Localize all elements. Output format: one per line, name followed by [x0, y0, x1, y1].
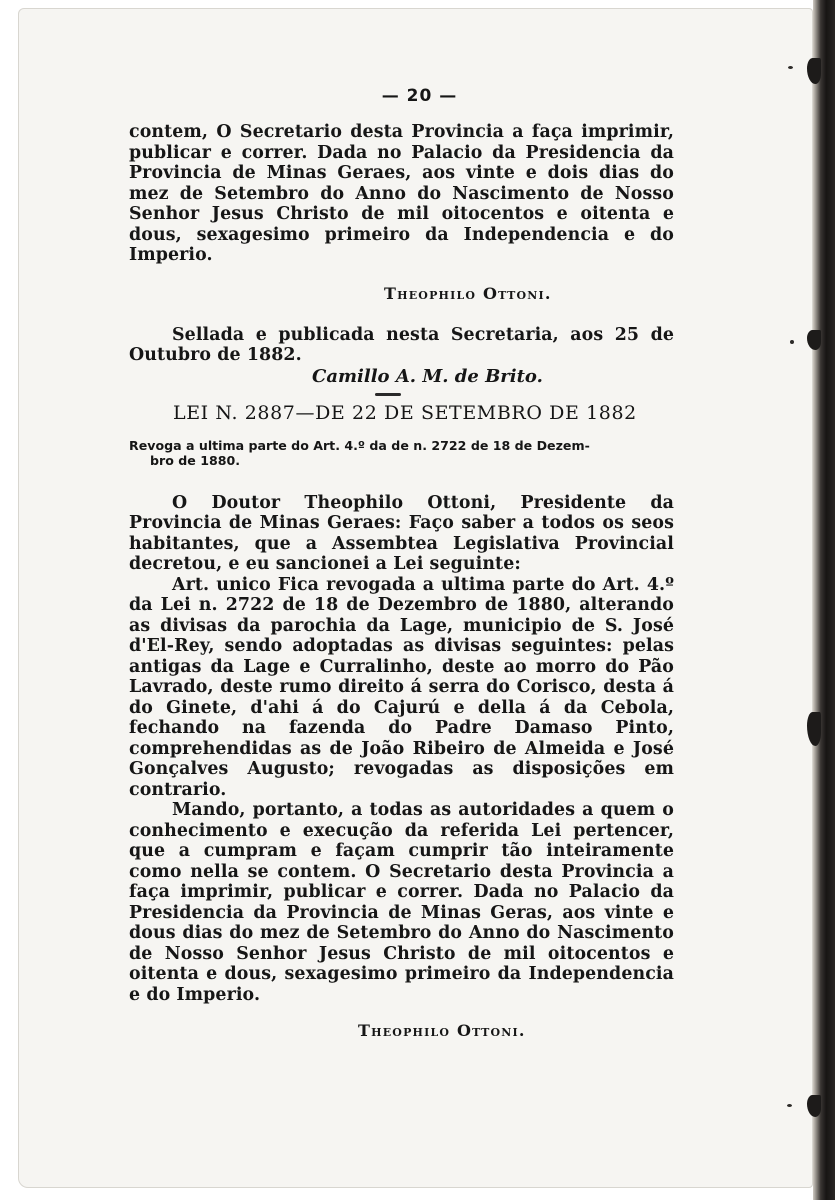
article-paragraph: Art. unico Fica revogada a ultima parte do Art. 4.º da Lei n. 2722 de 18 de Dezembro de 1880, alterando as divisas da parochia da Lage, municipio de S. José d'El-Rey, sendo adoptadas as divisas seguintes: pelas antigas da Lage e Curralinho, deste ao morro do Pão Lavrado, deste rumo direito á serra do Corisco, desta á do Ginete, d'ahi á do Cajurú e della á da Cebola, fechando na fazenda do Padre Damaso Pinto, comprehendidas as de João Ribeiro de Almeida e José Gonçalves Augusto; revogadas as disposições em contrario. — [129, 574, 674, 800]
sealed-published-paragraph: Sellada e publicada nesta Secretaria, aos 25 de Outubro de 1882. — [129, 324, 674, 365]
law-summary-line-2: bro de 1880. — [150, 452, 241, 468]
binding-tear — [807, 1095, 821, 1117]
continuation-paragraph: contem, O Secretario desta Provincia a faça imprimir, publicar e correr. Dada no Palacio da Presidencia da Provincia de Minas Geraes, aos vinte e dois dias do mez de Setembro do Anno do Nascimento de Nosso Senhor Jesus Christo de mil oitocentos e oitenta e dous, sexagesimo primeiro da Independencia e do Imperio. — [129, 122, 674, 265]
law-title: LEI N. 2887—DE 22 DE SETEMBRO DE 1882 — [173, 401, 637, 424]
page-content — [129, 86, 674, 1040]
secretary-signature: Camillo A. M. de Brito. — [312, 365, 543, 387]
binding-tear — [807, 58, 821, 84]
law-summary-line-1: Revoga a ultima parte do Art. 4.º da de n. 2722 de 18 de Dezem- — [129, 437, 590, 453]
law-body — [129, 493, 674, 1006]
ink-speck — [790, 340, 794, 344]
ink-speck — [787, 1104, 792, 1107]
page-number: — 20 — — [381, 86, 458, 106]
mando-paragraph: Mando, portanto, a todas as autoridades a quem o conhecimento e execução da referida Lei pertencer, que a cumpram e façam cumprir tão inteiramente como nella se contem. O Secretario desta Provincia a faça imprimir, publicar e correr. Dada no Palacio da Presidencia da Provincia de Minas Geras, aos vinte e dous dias do mez de Setembro do Anno do Nascimento de Nosso Senhor Jesus Christo de mil oitocentos e oitenta e dous, sexagesimo primeiro da Independencia e do Imperio. — [129, 800, 674, 1005]
signature-theophilo-ottoni: Theophilo Ottoni. — [384, 283, 552, 303]
book-binding-edge — [813, 0, 835, 1200]
binding-tear — [807, 330, 821, 350]
binding-tear — [807, 712, 821, 746]
law-summary — [129, 438, 674, 468]
preamble-paragraph: O Doutor Theophilo Ottoni, Presidente da Provincia de Minas Geraes: Faço saber a todos os seos habitantes, que a Assembtea Legislativa Provincial decretou, e eu sancionei a Lei seguinte: — [129, 492, 674, 574]
section-divider — [375, 393, 401, 396]
ink-speck — [788, 66, 793, 69]
signature-theophilo-ottoni-final: Theophilo Ottoni. — [358, 1021, 526, 1040]
